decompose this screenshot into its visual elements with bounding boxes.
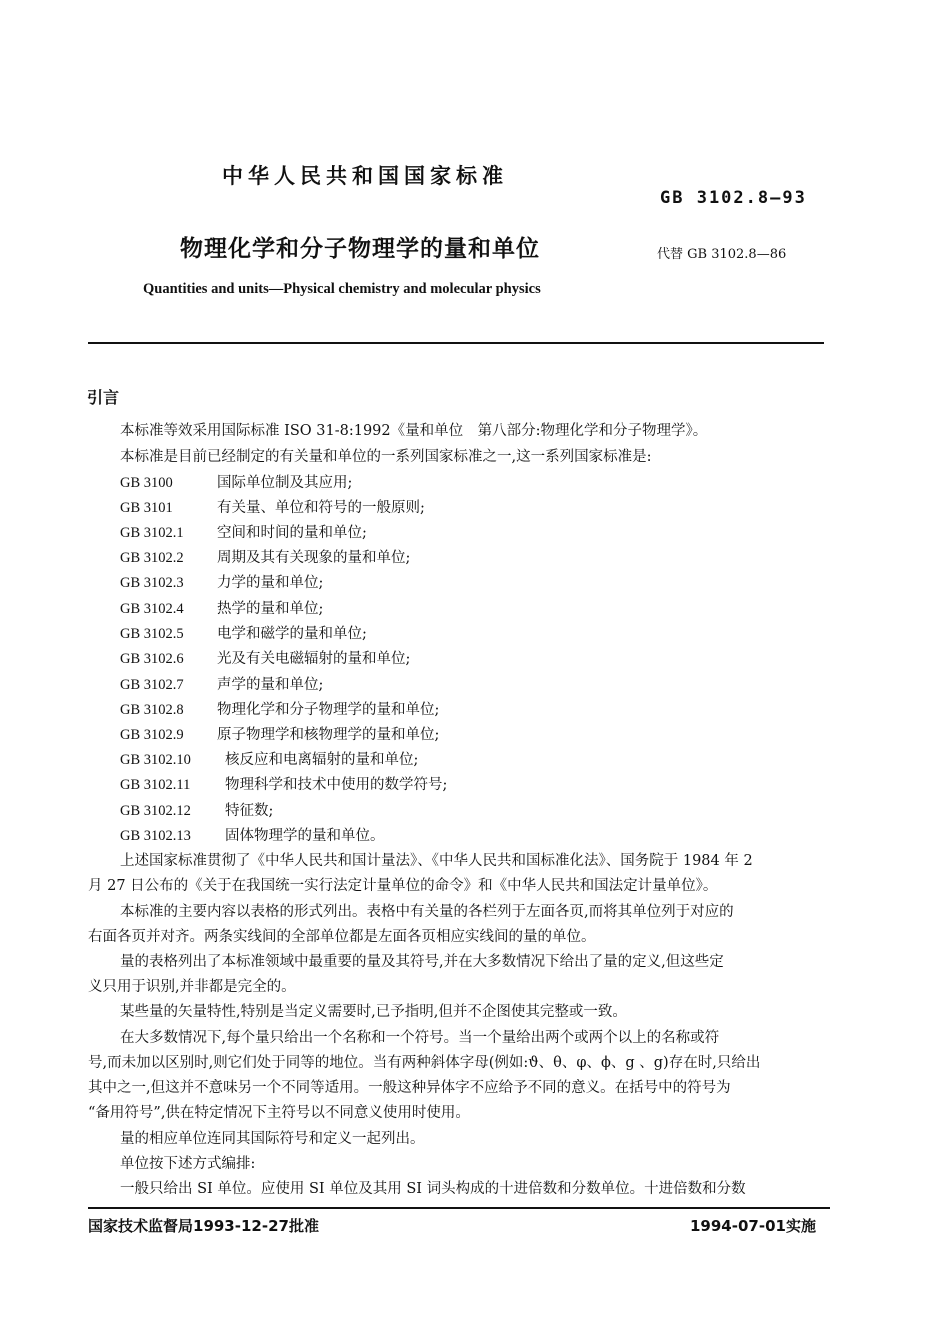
standard-code: GB 3102.7 [120,677,184,693]
implementation-date: 1994-07-01实施 [690,1217,816,1235]
body-line: 义只用于识别,并非都是完全的。 [88,979,296,995]
body-line: 一般只给出 SI 单位。应使用 SI 单位及其用 SI 词头构成的十进倍数和分数单位。十进倍数和分数 [120,1181,746,1197]
body-line: 单位按下述方式编排: [120,1156,256,1172]
standard-title: 有关量、单位和符号的一般原则; [217,500,425,516]
document-title-en: Quantities and units—Physical chemistry and molecular physics [143,281,541,297]
document-title-cn: 物理化学和分子物理学的量和单位 [180,236,540,262]
list-item [120,649,410,669]
body-line: 本标准的主要内容以表格的形式列出。表格中有关量的各栏列于左面各页,而将其单位列于对应的 [120,904,734,920]
list-item [120,826,385,846]
list-item [120,498,425,518]
standard-code: GB 3102.13 [120,828,191,844]
standard-title: 特征数; [225,803,274,819]
body-line: 号,而未加以区别时,则它们处于同等的地位。当有两种斜体字母(例如:ϑ、θ、φ、ϕ、g 、g)存在时,只给出 [88,1055,761,1071]
issuing-organization: 中华人民共和国国家标准 [222,164,508,188]
list-item [120,523,367,543]
standard-title: 电学和磁学的量和单位; [217,626,367,642]
standard-title: 光及有关电磁辐射的量和单位; [217,651,411,667]
standard-title: 固体物理学的量和单位。 [225,828,385,844]
standard-title: 核反应和电离辐射的量和单位; [225,752,419,768]
standard-code: GB 3102.5 [120,626,184,642]
list-item [120,725,439,745]
standard-title: 物理化学和分子物理学的量和单位; [217,702,440,718]
list-item [120,599,323,619]
standard-code: GB 3102.9 [120,727,184,743]
body-line: “备用符号”,供在特定情况下主符号以不同意义使用时使用。 [88,1105,470,1121]
list-item [120,750,418,770]
body-line: 在大多数情况下,每个量只给出一个名称和一个符号。当一个量给出两个或两个以上的名称或符 [120,1030,720,1046]
section-heading: 引言 [87,388,120,407]
standard-number: GB 3102.8—93 [660,188,807,208]
standard-title: 物理科学和技术中使用的数学符号; [225,777,448,793]
body-line: 其中之一,但这并不意味另一个不同等适用。一般这种异体字不应给予不同的意义。在括号中的符号为 [88,1080,731,1096]
body-line: 月 27 日公布的《关于在我国统一实行法定计量单位的命令》和《中华人民共和国法定计量单位》。 [88,878,718,894]
standard-code: GB 3102.6 [120,651,184,667]
body-line: 上述国家标准贯彻了《中华人民共和国计量法》、《中华人民共和国标准化法》、国务院于 1984 年 2 [120,853,753,869]
list-item [120,700,439,720]
standard-title: 原子物理学和核物理学的量和单位; [217,727,440,743]
list-item [120,624,367,644]
standard-code: GB 3102.11 [120,777,191,793]
standard-code: GB 3102.1 [120,525,184,541]
header-divider [88,342,824,344]
standard-code: GB 3101 [120,500,173,516]
list-item [120,473,352,493]
body-line: 某些量的矢量特性,特别是当定义需要时,已予指明,但并不企图使其完整或一致。 [120,1004,627,1020]
standard-code: GB 3102.10 [120,752,191,768]
body-line: 量的表格列出了本标准领域中最重要的量及其符号,并在大多数情况下给出了量的定义,但这些定 [120,954,724,970]
standard-title: 力学的量和单位; [217,575,324,591]
list-item [120,573,323,593]
standard-title: 空间和时间的量和单位; [217,525,367,541]
standard-code: GB 3100 [120,475,173,491]
list-item [120,775,447,795]
standard-title: 周期及其有关现象的量和单位; [217,550,411,566]
footer-divider [88,1207,830,1209]
list-item [120,801,273,821]
list-item [120,548,410,568]
standard-code: GB 3102.3 [120,575,184,591]
standard-title: 国际单位制及其应用; [217,475,353,491]
body-line: 右面各页并对齐。两条实线间的全部单位都是左面各页相应实线间的量的单位。 [88,929,596,945]
standard-title: 热学的量和单位; [217,601,324,617]
standard-code: GB 3102.2 [120,550,184,566]
standard-code: GB 3102.4 [120,601,184,617]
body-line: 量的相应单位连同其国际符号和定义一起列出。 [120,1131,425,1147]
approval-note: 国家技术监督局1993-12-27批准 [88,1217,319,1235]
replaces-note: 代替 GB 3102.8—86 [657,247,787,262]
standard-title: 声学的量和单位; [217,677,324,693]
intro-line: 本标准等效采用国际标准 ISO 31-8:1992《量和单位 第八部分:物理化学和分子物理学》。 [120,423,708,439]
standard-code: GB 3102.8 [120,702,184,718]
list-item [120,675,323,695]
intro-line: 本标准是目前已经制定的有关量和单位的一系列国家标准之一,这一系列国家标准是: [120,449,652,465]
standard-code: GB 3102.12 [120,803,191,819]
